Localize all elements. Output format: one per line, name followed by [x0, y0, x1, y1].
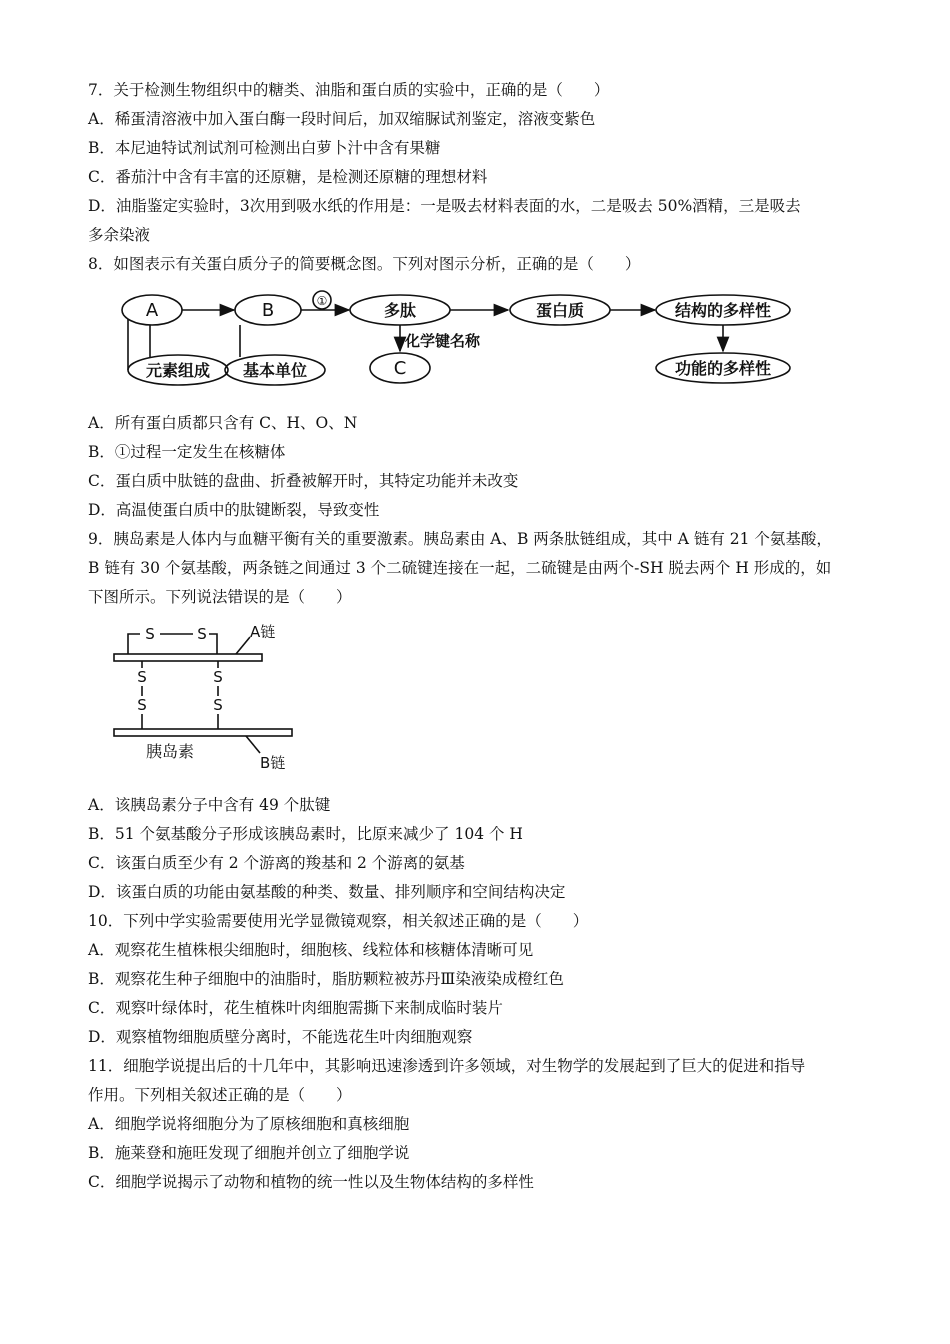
- protein-concept-diagram: [110, 285, 810, 395]
- q11-option-a: A．细胞学说将细胞分为了原核细胞和真核细胞: [88, 1115, 410, 1133]
- q8-stem: 8．如图表示有关蛋白质分子的简要概念图。下列对图示分析，正确的是（ ）: [88, 255, 641, 273]
- node-structure-label: 结构的多样性: [674, 301, 772, 320]
- step-label: ①: [316, 294, 328, 308]
- sulfur-atom: S: [213, 696, 223, 714]
- q9-option-d: D．该蛋白质的功能由氨基酸的种类、数量、排列顺序和空间结构决定: [88, 883, 566, 901]
- insulin-label: 胰岛素: [146, 742, 195, 761]
- q7-option-d-cont: 多余染液: [88, 226, 151, 244]
- b-chain-label: B链: [260, 754, 286, 772]
- node-c-label: C: [393, 358, 407, 379]
- q7-option-c: C．番茄汁中含有丰富的还原糖，是检测还原糖的理想材料: [88, 168, 488, 186]
- a-chain-bar: [114, 654, 262, 661]
- q7-option-d: D．油脂鉴定实验时，3次用到吸水纸的作用是：一是吸去材料表面的水，二是吸去 50%酒精，三是吸去: [88, 197, 801, 215]
- sulfur-atom: S: [213, 668, 223, 686]
- sulfur-atom: S: [197, 625, 207, 643]
- q11-stem-cont: 作用。下列相关叙述正确的是（ ）: [88, 1086, 352, 1104]
- sulfur-atom: S: [145, 625, 155, 643]
- q9-option-c: C．该蛋白质至少有 2 个游离的羧基和 2 个游离的氨基: [88, 854, 465, 872]
- q10-option-a: A．观察花生植株根尖细胞时，细胞核、线粒体和核糖体清晰可见: [88, 941, 534, 959]
- bond-label: 化学键名称: [405, 332, 481, 350]
- node-peptide-label: 多肽: [383, 301, 417, 320]
- node-element-label: 元素组成: [145, 361, 211, 380]
- node-unit-label: 基本单位: [242, 361, 308, 380]
- q8-option-a: A．所有蛋白质都只含有 C、H、O、N: [88, 414, 358, 432]
- q9-option-a: A．该胰岛素分子中含有 49 个肽键: [88, 796, 331, 814]
- node-a-label: A: [145, 300, 159, 321]
- q9-stem: 9．胰岛素是人体内与血糖平衡有关的重要激素。胰岛素由 A、B 两条肽链组成，其中 A 链有 21 个氨基酸，: [88, 530, 832, 548]
- node-b-label: B: [261, 300, 275, 321]
- insulin-diagram: [110, 618, 310, 776]
- q11-option-c: C．细胞学说揭示了动物和植物的统一性以及生物体结构的多样性: [88, 1173, 534, 1191]
- sulfur-atom: S: [137, 696, 147, 714]
- q11-stem: 11．细胞学说提出后的十几年中，其影响迅速渗透到许多领域，对生物学的发展起到了巨大的促进和指导: [88, 1057, 806, 1075]
- sulfur-atom: S: [137, 668, 147, 686]
- b-chain-bar: [114, 729, 292, 736]
- node-function-label: 功能的多样性: [674, 359, 772, 378]
- q10-option-b: B．观察花生种子细胞中的油脂时，脂肪颗粒被苏丹Ⅲ染液染成橙红色: [88, 970, 564, 988]
- q11-option-b: B．施莱登和施旺发现了细胞并创立了细胞学说: [88, 1144, 410, 1162]
- q8-option-c: C．蛋白质中肽链的盘曲、折叠被解开时，其特定功能并未改变: [88, 472, 519, 490]
- a-chain-label: A链: [250, 623, 276, 641]
- q10-option-c: C．观察叶绿体时，花生植株叶肉细胞需撕下来制成临时装片: [88, 999, 503, 1017]
- q7-option-b: B．本尼迪特试剂试剂可检测出白萝卜汁中含有果糖: [88, 139, 441, 157]
- node-protein-label: 蛋白质: [535, 301, 585, 320]
- q9-stem-cont-1: B 链有 30 个氨基酸，两条链之间通过 3 个二硫键连接在一起，二硫键是由两个-SH 脱去两个 H 形成的，如: [88, 559, 832, 577]
- q8-option-d: D．高温使蛋白质中的肽键断裂，导致变性: [88, 501, 380, 519]
- q10-option-d: D．观察植物细胞质壁分离时，不能选花生叶肉细胞观察: [88, 1028, 473, 1046]
- q8-option-b: B．①过程一定发生在核糖体: [88, 443, 286, 461]
- q9-stem-cont-2: 下图所示。下列说法错误的是（ ）: [88, 588, 352, 606]
- q7-stem: 7．关于检测生物组织中的糖类、油脂和蛋白质的实验中，正确的是（ ）: [88, 81, 610, 99]
- q9-option-b: B．51 个氨基酸分子形成该胰岛素时，比原来减少了 104 个 H: [88, 825, 523, 843]
- q10-stem: 10．下列中学实验需要使用光学显微镜观察，相关叙述正确的是（ ）: [88, 912, 589, 930]
- q7-option-a: A．稀蛋清溶液中加入蛋白酶一段时间后，加双缩脲试剂鉴定，溶液变紫色: [88, 110, 596, 128]
